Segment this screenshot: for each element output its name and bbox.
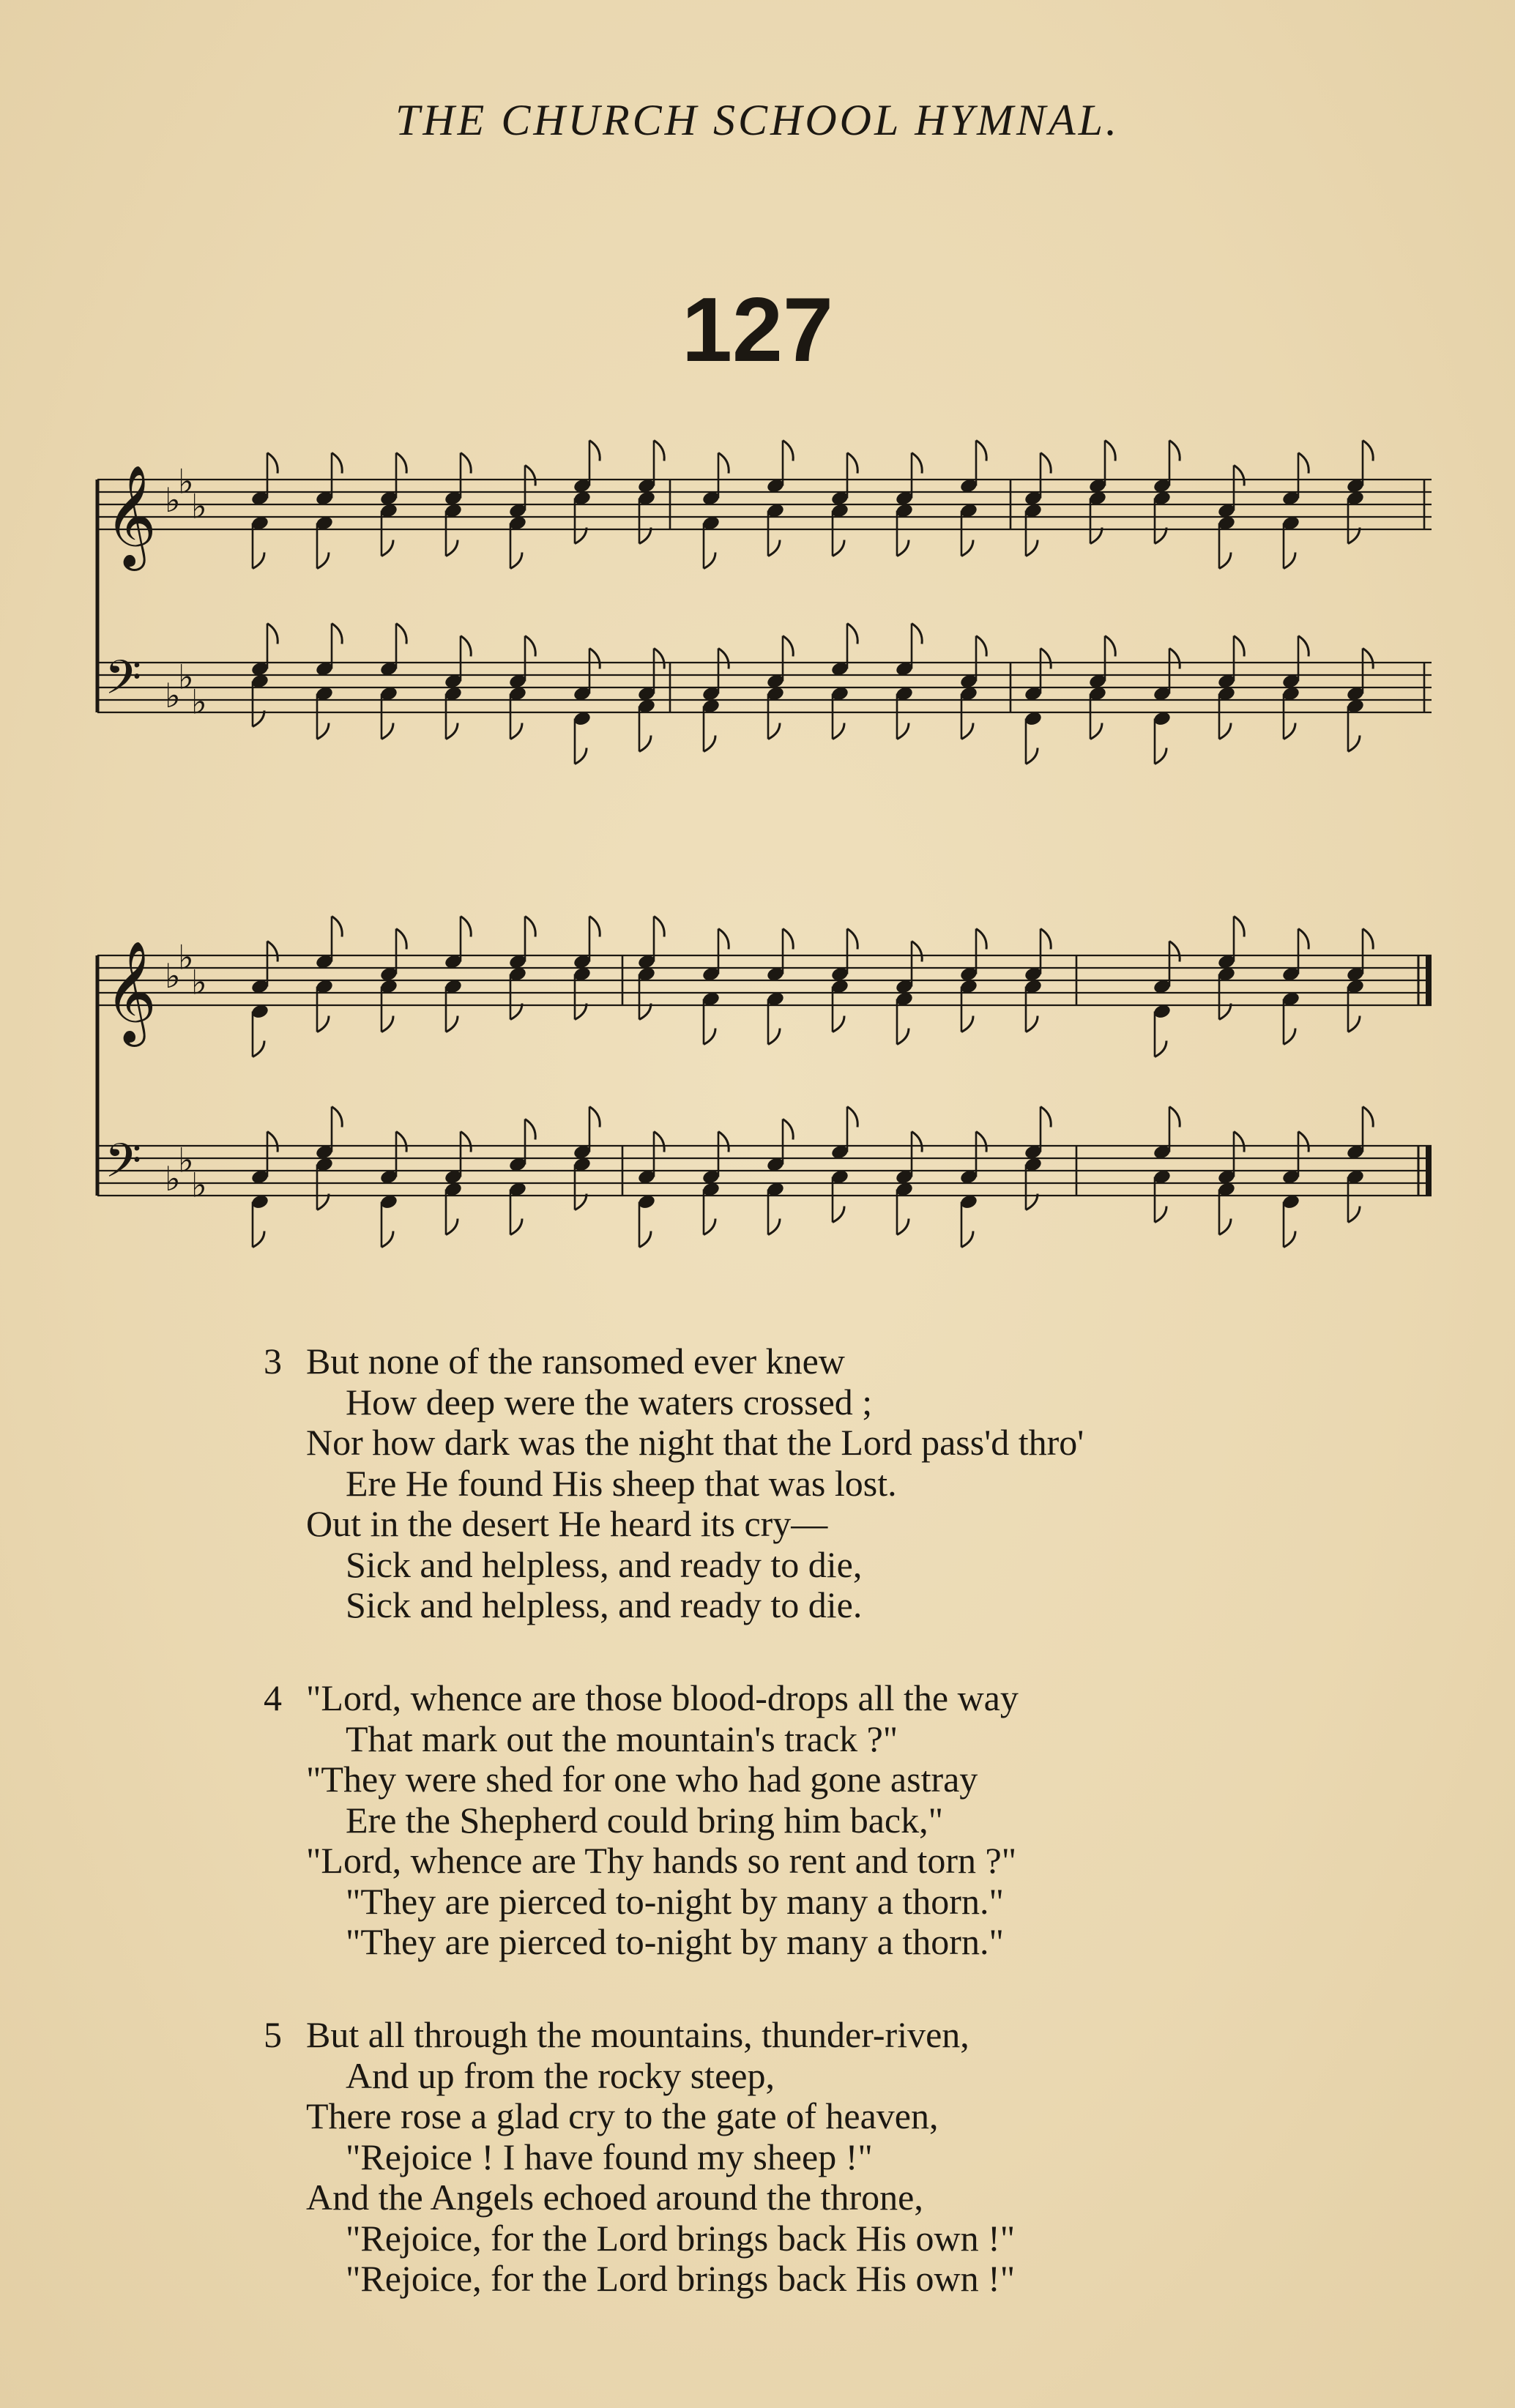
flat-icon: ♭ bbox=[178, 937, 194, 977]
verse-line: "Rejoice, for the Lord brings back His own !" bbox=[346, 2258, 1016, 2299]
note-flag bbox=[1169, 649, 1180, 669]
note-flag bbox=[1105, 636, 1115, 657]
note-flag bbox=[783, 636, 793, 657]
note-flag bbox=[1298, 636, 1309, 657]
verse-line: "Rejoice ! I have found my sheep !" bbox=[346, 2136, 873, 2177]
note-flag bbox=[1234, 1132, 1244, 1152]
note-flag bbox=[461, 917, 471, 937]
note-flag bbox=[381, 1231, 393, 1248]
note-flag bbox=[267, 624, 278, 644]
note-flag bbox=[1284, 553, 1295, 569]
note-flag bbox=[332, 453, 342, 474]
note-flag bbox=[976, 636, 986, 657]
note-flag bbox=[833, 1016, 844, 1032]
note-flag bbox=[267, 942, 278, 962]
note-flag bbox=[525, 636, 535, 657]
note-flag bbox=[1363, 441, 1373, 461]
note-flag bbox=[253, 553, 264, 569]
note-flag bbox=[654, 1132, 664, 1152]
note-flag bbox=[1348, 1207, 1360, 1223]
note-flag bbox=[1348, 736, 1360, 752]
note-flag bbox=[976, 1132, 986, 1152]
note-flag bbox=[381, 1016, 393, 1032]
note-flag bbox=[381, 723, 393, 739]
note-flag bbox=[525, 466, 535, 486]
note-flag bbox=[267, 453, 278, 474]
verse-line: That mark out the mountain's track ?" bbox=[346, 1718, 898, 1759]
verse-line: Ere the Shepherd could bring him back," bbox=[346, 1799, 944, 1841]
stanza-number: 5 bbox=[264, 2014, 282, 2055]
note-flag bbox=[381, 540, 393, 556]
note-flag bbox=[267, 1132, 278, 1152]
flat-icon: ♭ bbox=[165, 956, 181, 996]
note-flag bbox=[718, 453, 729, 474]
note-flag bbox=[1041, 453, 1051, 474]
note-flag bbox=[1155, 748, 1166, 764]
note-flag bbox=[1026, 1016, 1038, 1032]
note-flag bbox=[332, 1107, 342, 1127]
note-flag bbox=[847, 624, 857, 644]
hymn-number: 127 bbox=[682, 280, 833, 381]
music-system-1 bbox=[92, 410, 1439, 820]
note-flag bbox=[1363, 649, 1373, 669]
note-flag bbox=[317, 723, 329, 739]
note-flag bbox=[461, 636, 471, 657]
verse-line: Sick and helpless, and ready to die. bbox=[346, 1584, 863, 1625]
note-flag bbox=[976, 929, 986, 950]
verse-line: "Lord, whence are Thy hands so rent and torn ?" bbox=[306, 1840, 1017, 1881]
note-flag bbox=[783, 1119, 793, 1140]
stanza-number: 4 bbox=[264, 1677, 282, 1718]
verse-line: But all through the mountains, thunder-riven, bbox=[306, 2014, 969, 2055]
note-flag bbox=[1105, 441, 1115, 461]
verse-line: Nor how dark was the night that the Lord pass'd thro' bbox=[306, 1422, 1084, 1463]
note-flag bbox=[1219, 723, 1231, 739]
treble-clef-icon: 𝄞 bbox=[105, 941, 157, 1043]
note-flag bbox=[461, 1132, 471, 1152]
verse-line: And up from the rocky steep, bbox=[346, 2054, 775, 2096]
note-flag bbox=[396, 453, 406, 474]
note-flag bbox=[639, 736, 651, 752]
note-flag bbox=[525, 917, 535, 937]
verse-line: "They are pierced to-night by many a thorn." bbox=[346, 1880, 1004, 1922]
note-flag bbox=[912, 942, 922, 962]
verse-line: Sick and helpless, and ready to die, bbox=[346, 1543, 863, 1585]
note-flag bbox=[833, 540, 844, 556]
note-flag bbox=[704, 1219, 715, 1235]
note-flag bbox=[461, 453, 471, 474]
note-flag bbox=[396, 624, 406, 644]
music-score-1 bbox=[92, 410, 1439, 820]
flat-icon: ♭ bbox=[178, 657, 194, 697]
note-flag bbox=[1234, 917, 1244, 937]
stanza-number: 3 bbox=[264, 1341, 282, 1382]
note-flag bbox=[833, 723, 844, 739]
verse-line: "They were shed for one who had gone astray bbox=[306, 1759, 978, 1800]
note-flag bbox=[1284, 723, 1295, 739]
note-flag bbox=[1284, 1029, 1295, 1045]
note-flag bbox=[332, 917, 342, 937]
verse-line: Out in the desert He heard its cry— bbox=[306, 1503, 828, 1544]
verse-line: How deep were the waters crossed ; bbox=[346, 1381, 873, 1423]
note-flag bbox=[589, 917, 600, 937]
bass-clef-icon: 𝄢 bbox=[105, 1134, 142, 1200]
note-flag bbox=[1041, 1107, 1051, 1127]
note-flag bbox=[718, 929, 729, 950]
note-flag bbox=[510, 553, 522, 569]
note-flag bbox=[253, 1041, 264, 1057]
note-flag bbox=[1298, 929, 1309, 950]
note-flag bbox=[704, 736, 715, 752]
note-flag bbox=[833, 1207, 844, 1223]
note-flag bbox=[1169, 441, 1180, 461]
flat-icon: ♭ bbox=[165, 1159, 181, 1199]
note-flag bbox=[768, 1219, 780, 1235]
note-flag bbox=[704, 1029, 715, 1045]
note-flag bbox=[783, 929, 793, 950]
note-flag bbox=[1234, 466, 1244, 486]
note-flag bbox=[654, 649, 664, 669]
note-flag bbox=[1090, 723, 1102, 739]
note-flag bbox=[1026, 748, 1038, 764]
note-flag bbox=[1155, 1207, 1166, 1223]
note-flag bbox=[961, 1231, 973, 1248]
note-flag bbox=[1026, 540, 1038, 556]
flat-icon: ♭ bbox=[191, 1165, 207, 1205]
note-flag bbox=[575, 748, 587, 764]
flat-icon: ♭ bbox=[191, 682, 207, 722]
note-flag bbox=[589, 1107, 600, 1127]
note-flag bbox=[718, 649, 729, 669]
note-flag bbox=[912, 453, 922, 474]
note-flag bbox=[704, 553, 715, 569]
note-flag bbox=[1169, 942, 1180, 962]
bass-clef-icon: 𝄢 bbox=[105, 651, 142, 717]
note-flag bbox=[589, 441, 600, 461]
note-flag bbox=[847, 1107, 857, 1127]
note-flag bbox=[317, 1016, 329, 1032]
note-flag bbox=[897, 1029, 909, 1045]
treble-clef-icon: 𝄞 bbox=[105, 465, 157, 567]
note-flag bbox=[912, 1132, 922, 1152]
note-flag bbox=[253, 1231, 264, 1248]
verse-line: "They are pierced to-night by many a thorn." bbox=[346, 1921, 1004, 1962]
note-flag bbox=[783, 441, 793, 461]
flat-icon: ♭ bbox=[191, 486, 207, 526]
note-flag bbox=[768, 1029, 780, 1045]
note-flag bbox=[961, 540, 973, 556]
flat-icon: ♭ bbox=[165, 480, 181, 520]
note-flag bbox=[1284, 1231, 1295, 1248]
verse-line: "Rejoice, for the Lord brings back His own !" bbox=[346, 2217, 1016, 2259]
note-flag bbox=[1169, 1107, 1180, 1127]
note-flag bbox=[396, 929, 406, 950]
note-flag bbox=[1348, 1016, 1360, 1032]
note-flag bbox=[1234, 636, 1244, 657]
note-flag bbox=[718, 1132, 729, 1152]
music-system-2 bbox=[92, 893, 1439, 1303]
note-flag bbox=[976, 441, 986, 461]
note-flag bbox=[847, 929, 857, 950]
note-flag bbox=[1041, 649, 1051, 669]
running-head: THE CHURCH SCHOOL HYMNAL. bbox=[395, 96, 1120, 144]
flat-icon: ♭ bbox=[165, 676, 181, 715]
note-flag bbox=[897, 540, 909, 556]
note-flag bbox=[1298, 453, 1309, 474]
note-flag bbox=[1041, 929, 1051, 950]
note-flag bbox=[446, 723, 458, 739]
note-flag bbox=[1363, 1107, 1373, 1127]
note-flag bbox=[1155, 1041, 1166, 1057]
note-flag bbox=[396, 1132, 406, 1152]
verse-line: But none of the ransomed ever knew bbox=[306, 1341, 845, 1382]
note-flag bbox=[961, 1016, 973, 1032]
note-flag bbox=[961, 723, 973, 739]
verse-line: There rose a glad cry to the gate of heaven, bbox=[306, 2095, 939, 2136]
note-flag bbox=[654, 917, 664, 937]
note-flag bbox=[768, 723, 780, 739]
note-flag bbox=[639, 1231, 651, 1248]
note-flag bbox=[510, 723, 522, 739]
verse-line: "Lord, whence are those blood-drops all the way bbox=[306, 1677, 1019, 1718]
note-flag bbox=[654, 441, 664, 461]
note-flag bbox=[1219, 553, 1231, 569]
verse-line: Ere He found His sheep that was lost. bbox=[346, 1462, 897, 1504]
flat-icon: ♭ bbox=[191, 962, 207, 1002]
note-flag bbox=[897, 723, 909, 739]
note-flag bbox=[525, 1119, 535, 1140]
flat-icon: ♭ bbox=[178, 1140, 194, 1180]
note-flag bbox=[1219, 1219, 1231, 1235]
note-flag bbox=[446, 1219, 458, 1235]
music-score-2 bbox=[92, 893, 1439, 1303]
verse-line: And the Angels echoed around the throne, bbox=[306, 2177, 923, 2218]
note-flag bbox=[912, 624, 922, 644]
note-flag bbox=[317, 553, 329, 569]
note-flag bbox=[768, 540, 780, 556]
note-flag bbox=[446, 1016, 458, 1032]
note-flag bbox=[1363, 929, 1373, 950]
note-flag bbox=[446, 540, 458, 556]
flat-icon: ♭ bbox=[178, 461, 194, 502]
note-flag bbox=[510, 1219, 522, 1235]
note-flag bbox=[897, 1219, 909, 1235]
note-flag bbox=[332, 624, 342, 644]
note-flag bbox=[589, 649, 600, 669]
note-flag bbox=[1298, 1132, 1309, 1152]
note-flag bbox=[847, 453, 857, 474]
